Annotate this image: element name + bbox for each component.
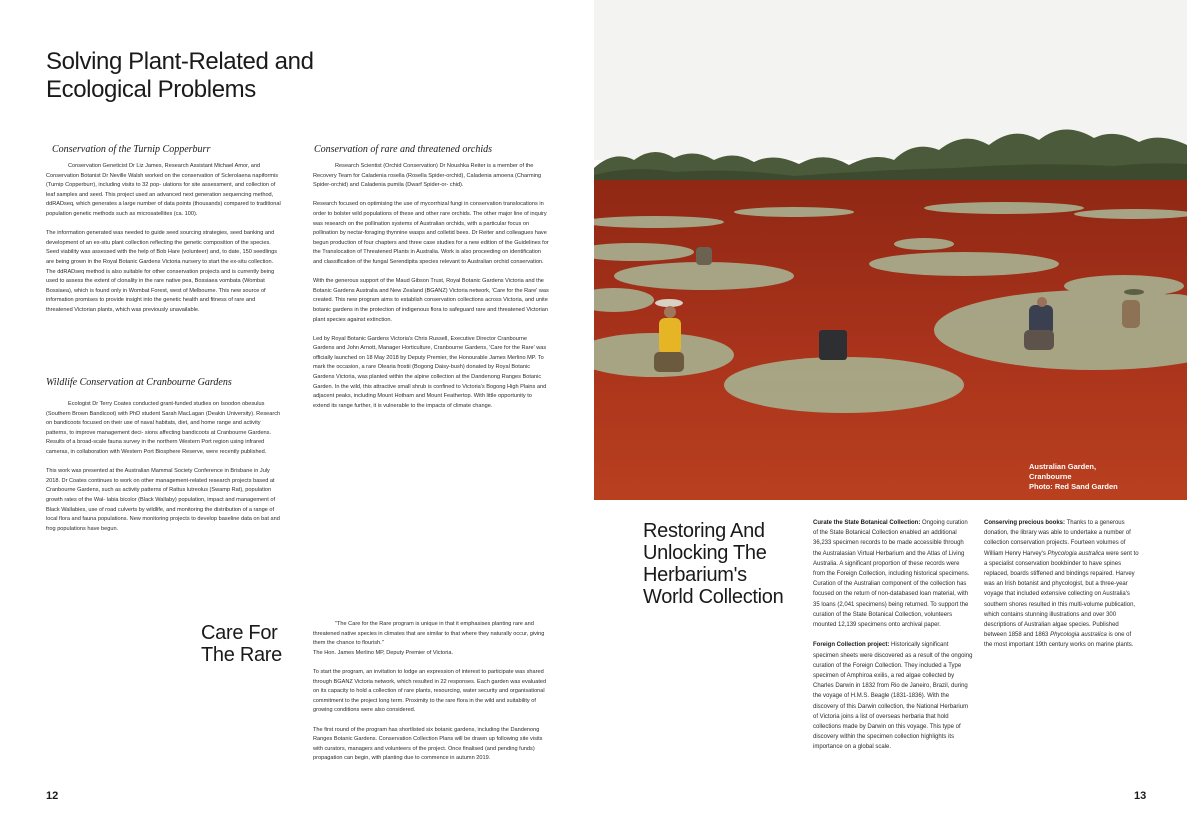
section-heading-turnip: Conservation of the Turnip Copperburr (52, 144, 211, 155)
herbarium-heading-line4: World Collection (643, 586, 784, 608)
orchids-paragraph-1: Research Scientist (Orchid Conservation) Dr Noushka Reiter is a member of the Recovery Team for Caladenia rosella (Rosella Spider-orchid), Caladenia amoena (Charming Spider-orchid) and Caladenia pumila (Dwarf Spider-or- chid). (313, 163, 542, 189)
turnip-paragraph-1: Conservation Geneticist Dr Liz James, Research Assistant Michael Amor, and Conservation Botanist Dr Neville Walsh worked on the conservation of Sclerolaena napiformis (Turnip Copperburr), including visits to 32 pop- ulations for site assessment, and collection of leaf samples and seed. This project used an advanced next generation sequencing method, ddRADseq, which generates a large number of data points (thousands) compared to traditional population genetic methods such as microsatellites (ca. 100). (46, 163, 281, 217)
care-heading-line1: Care For (201, 622, 278, 644)
herbarium-column-1 (813, 518, 973, 763)
wildlife-body (46, 400, 282, 534)
care-body (313, 620, 549, 764)
photo-caption-line1: Australian Garden, (1029, 462, 1097, 471)
care-quote: "The Care for the Rare program is unique in that it emphasises planting rare and threatened native species in climates that are similar to that where they naturally occur, giving them the chance to flourish." (313, 621, 545, 647)
books-text-b: were sent to a specialist conservation bookbinder to have spines replaced, boards stiffened and bindings repaired. Harvey was an Irish botanist and phycologist, but a three-year voyage that included extensive collecting on Australia's southern shores resulted in this multi-volume publication, which contains stunning illustrations and over 300 descriptions of Australian algae species. Published between 1858 and 1863 (984, 550, 1139, 639)
page-title-line2: Ecological Problems (46, 76, 256, 103)
foreign-text: Historically significant specimen sheets were discovered as a result of the ongoing curation of the Foreign Collection. They included a Type specimen of Amphiroa exilis, a red algae collected by Charles Darwin in 1832 from Rio de Janeiro, Brazil, during the voyage of H.M.S. Beagle (1831-1836). With the discovery of this Darwin collection, the National Herbarium of Victoria joins a list of overseas herbaria that hold collections made by Darwin on this voyage. This type of discovery within the specimen collection highlights its importance on a global scale. (813, 642, 973, 751)
wildlife-paragraph-1: Ecologist Dr Terry Coates conducted grant-funded studies on Isoodon obesulus (Southern Brown Bandicoot) with PhD student Sarah MacLagan (Deakin University). Research on bandicoots focused on their use of naval habitats, diet, and home range and activity patterns, to improve management deci- sions affecting bandicoots at Cranbourne Gardens. Results of a broad-scale fauna survey in the northern Western Port region using infrared cameras, in collaboration with Western Port Biosphere Reserve, were recently published. (46, 401, 281, 455)
care-quote-attribution: The Hon. James Merlino MP, Deputy Premier of Victoria. (313, 649, 454, 656)
section-heading-orchids: Conservation of rare and threatened orchids (314, 144, 493, 155)
herbarium-column-2 (984, 518, 1139, 661)
orchids-paragraph-2: Research focused on optimising the use of mycorrhizal fungi in conservation translocations in order to bolster wild populations of these and other rare orchids. The other major line of inquiry was research on the pollination systems of Australian orchids, with a particular focus on pollination by nectar-foraging thynnine wasps and colletid bees. Dr Reiter and colleagues have begun production of four chapters and three case studies for a new edition of the Guidelines for the Translocation of Threatened Plants in Australia. Work is also proceeding on identification and classification of the fungal Serendipita species relevant to Australian orchid conservation. (313, 201, 549, 265)
care-for-the-rare-heading (201, 622, 301, 666)
books-italic-a: Phycologia australica (1047, 550, 1105, 557)
herbarium-heading-line3: Herbarium's (643, 564, 747, 586)
care-heading-line2: The Rare (201, 644, 282, 666)
foreign-lead: Foreign Collection project: (813, 642, 890, 649)
books-text-a: Thanks to a generous donation, the library was able to undertake a number of collection conservation projects. Fourteen volumes of William Henry Harvey's (984, 520, 1131, 557)
herbarium-heading-line2: Unlocking The (643, 542, 767, 564)
page-title-line1: Solving Plant-Related and (46, 48, 314, 75)
books-text-c: is one of the most important 19th century works on marine plants. (984, 632, 1134, 649)
wildlife-paragraph-2: This work was presented at the Australian Mammal Society Conference in Brisbane in July 2018. Dr Coates continues to work on other management-related research projects based at Cranbourne Gardens, such as activity patterns of Rattus lutreolus (Swamp Rat), population growth rates of the Wal- labia bicolor (Black Wallaby) population, impact and management of Black Wallabies, use of road culverts by wildlife, and monitoring the distribution of a range of local flora and fauna populations. New monitoring projects to develop baseline data on bat and frog populations have begun. (46, 468, 280, 532)
page-number-left: 12 (46, 790, 59, 802)
page-number-right: 13 (1134, 790, 1147, 802)
curate-lead: Curate the State Botanical Collection: (813, 520, 921, 526)
turnip-body (46, 162, 282, 316)
curate-text: Ongoing curation of the State Botanical Collection enabled an additional 36,233 specimen records to be made accessible through the Australasian Virtual Herbarium and the Atlas of Living Australia. A significant proportion of these records were from the Foreign Collection, including historical specimens. Curation of the Australian component of the collection has focused on the return of non-databased loan material, with 35 loans (2,041 specimens) being returned. To support the curation of the State Botanical Collection, volunteers mounted 12,139 specimens onto archival paper. (813, 520, 970, 629)
red-sand-garden-image (594, 0, 1187, 500)
books-lead: Conserving precious books: (984, 520, 1066, 526)
books-italic-b: Phycologia australica (1050, 632, 1107, 639)
care-paragraph-2: The first round of the program has shortlisted six botanic gardens, including the Dandenong Ranges Botanic Gardens. Conservation Collection Plans will be drawn up following site visits with curators, managers and volunteers of the project. Once finalised (and pending funds) propagation can begin, with planting due to commence in autumn 2019. (313, 726, 543, 762)
care-paragraph-1: To start the program, an invitation to lodge an expression of interest to participate was shared through BGANZ Victoria network, which resulted in 22 responses. Each garden was evaluated on its capacity to hold a collection of rare plants, resourcing, water security and organisational commitment to the project long term. Proximity to the rare flora in the wild and suitability of growing conditions were also considered. (313, 668, 547, 714)
herbarium-heading (643, 520, 803, 608)
turnip-paragraph-2: The information generated was needed to guide seed sourcing strategies, seed banking and development of an ex-situ plant collection reflecting the genetic composition of the species. Seed viability was assessed with the help of Bob Hare (volunteer) and, to date, 150 seedlings are being grown in the Royal Botanic Gardens Victoria nursery to start the ex-situ collection. The ddRADseq method is also suitable for other conservation projects and is currently being used to assess the extent of clonality in the rare native pea, Bossiaea vombata (Wombat Bossiaea), which is found only in Wombat Forest, west of Melbourne. This new source of information promises to provide insight into the genetic health and fitness of rare and threatened Victorian plants, which was previously unavailable. (46, 230, 278, 313)
foreign-paragraph (813, 640, 973, 752)
curate-paragraph (813, 518, 973, 630)
orchids-body (313, 162, 549, 411)
orchids-paragraph-3: With the generous support of the Maud Gibson Trust, Royal Botanic Gardens Victoria and the Botanic Gardens Australia and New Zealand (BGANZ) Victoria network, 'Care for the Rare' was created. This new program aims to establish conservation collections across Victoria, and unite botanic gardens in the protection of indigenous flora to safeguard rare and threatened Victorian plant species against extinction. (313, 278, 549, 323)
section-heading-wildlife: Wildlife Conservation at Cranbourne Gardens (46, 377, 232, 388)
photo-caption-line3: Photo: Red Sand Garden (1029, 482, 1118, 491)
herbarium-heading-line1: Restoring And (643, 520, 765, 542)
orchids-paragraph-4: Led by Royal Botanic Gardens Victoria's Chris Russell, Executive Director Cranbourne Gardens and John Arnott, Manager Horticulture, Cranbourne Gardens, 'Care for the Rare' was officially launched on 18 May 2018 by Deputy Premier, the Honourable James Merlino MP. To mark the occasion, a rare Olearia frostii (Bogong Daisy-bush) donated by Royal Botanic Gardens Victoria, was planted within the alpine collection at the Dandenong Ranges Botanic Garden. In the wild, this attractive small shrub is confined to Victoria's Bogong High Plains and adjacent peaks, including Mount Hotham and Mount Feathertop. With little opportunity to extend its range further, it is vulnerable to the impacts of climate change. (313, 335, 547, 409)
page-title (46, 48, 346, 104)
books-paragraph (984, 518, 1139, 651)
photo-caption (1029, 462, 1139, 492)
garden-photo (594, 0, 1187, 500)
photo-caption-line2: Cranbourne (1029, 472, 1072, 481)
